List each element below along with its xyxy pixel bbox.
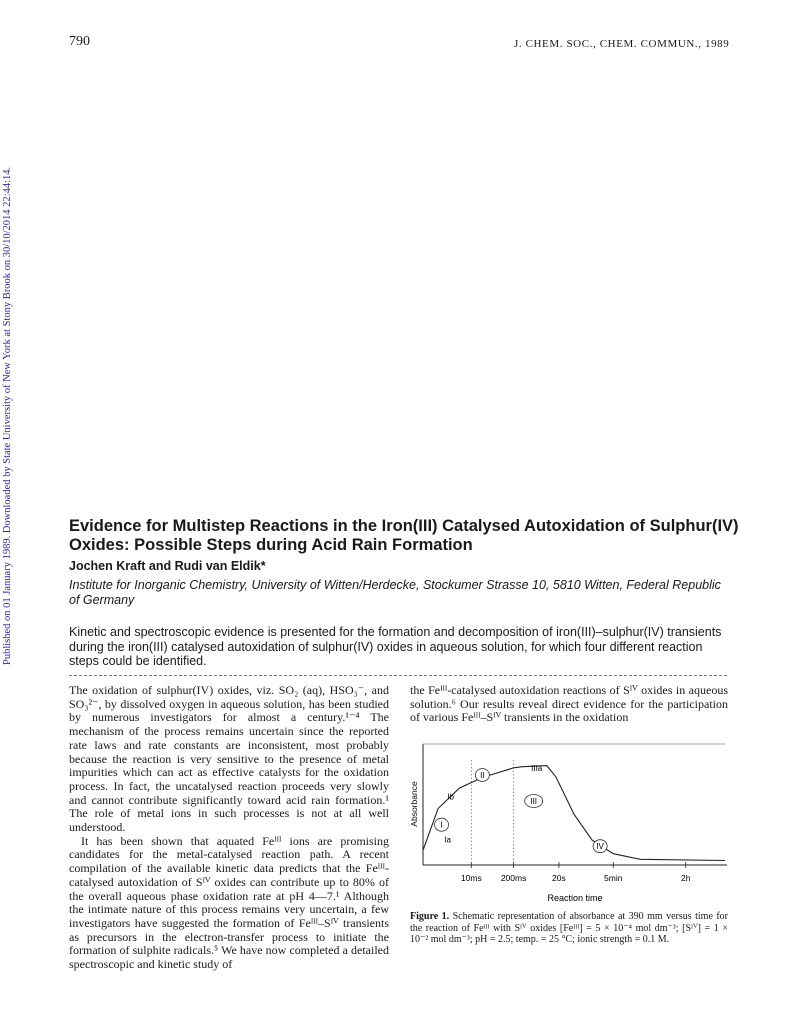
body-right-paragraph: the Feᴵᴵᴵ-catalysed autoxidation reactions of Sᴵⱽ oxides in aqueous solution.⁶ Our results reveal direct evidence for the participation of various Feᴵᴵᴵ–Sᴵⱽ transients in the oxidation [410,683,728,725]
region-labels [435,764,608,852]
journal-header: J. CHEM. SOC., CHEM. COMMUN., 1989 [514,38,730,50]
body-paragraph-1: The oxidation of sulphur(IV) oxides, viz. SO₂ (aq), HSO₃⁻, and SO₃²⁻, by dissolved oxygen in aqueous solution, has been studied by numerous investigators for almost a century.¹⁻⁴ The mechanism of the process remains uncertain since the reported rate laws and rate constants are inconsistent, most probably because the reaction is very sensitive to the presence of metal impurities which can act as effective catalysts for the oxidation process. In fact, the uncatalysed reaction proceeds very slowly and cannot contribute significantly toward acid rain formation.¹ The role of metal ions in such processes is not at all well understood. [69,683,389,835]
figure-1 [405,738,735,908]
article-authors: Jochen Kraft and Rudi van Eldik* [69,559,266,573]
x-tick-label: 200ms [500,873,527,883]
region-label: Ib [447,792,454,802]
x-axis-label: Reaction time [547,893,603,903]
caption-text: Schematic representation of absorbance at 390 mm versus time for the reaction of Feᴵᴵᴵ with Sᴵⱽ oxides [Feᴵᴵᴵ] = 5 × 10⁻⁴ mol dm⁻³; [Sᴵⱽ] = 1 × 10⁻² mol dm⁻³; pH = 2.5; temp. = 25 °C; ionic strength = 0.1 M. [410,911,728,946]
body-paragraph-2: It has been shown that aquated Feᴵᴵᴵ ions are promising candidates for the metal-catalysed reaction path. A recent compilation of the available kinetic data predicts that the Feᴵᴵᴵ-catalysed autoxidation of Sᴵⱽ oxides can contribute up to 80% of the overall aqueous phase oxidation rate at pH 4—7.¹ Although the intimate nature of this process remains very uncertain, a few investigators have suggested the formation of Feᴵᴵᴵ–Sᴵⱽ transients as precursors in the electron-transfer process to initiate the formation of sulphite radicals.⁵ We have now completed a detailed spectroscopic and kinetic study of [69,833,389,972]
page-number: 790 [69,34,90,49]
region-label: I [440,820,443,830]
absorbance-chart [405,738,735,908]
region-label: III [530,796,538,806]
figure-caption [410,911,728,946]
abstract-divider [69,675,727,676]
article-title: Evidence for Multistep Reactions in the Iron(III) Catalysed Autoxidation of Sulphur(IV) Oxides: Possible Steps during Acid Rain Formation [69,517,739,554]
absorbance-curve [423,766,725,861]
region-label: IV [596,842,604,852]
article-affiliation: Institute for Inorganic Chemistry, University of Witten/Herdecke, Stockumer Strasse 10, 5810 Witten, Federal Republic of Germany [69,578,721,607]
x-tick-label: 5min [604,873,623,883]
x-tick-label: 10ms [460,873,482,883]
body-left-column [69,684,389,972]
caption-label: Figure 1. [410,911,450,922]
region-label: IIIa [531,764,543,774]
download-watermark: Published on 01 January 1989. Downloaded by State University of New York at Stony Brook on 30/10/2014 22:44:14. [2,166,13,665]
region-label: Ia [444,835,451,845]
article-abstract: Kinetic and spectroscopic evidence is presented for the formation and decomposition of iron(III)–sulphur(IV) transients during the iron(III) catalysed autoxidation of sulphur(IV) oxides in aqueous solution, for which four different reaction steps could be identified. [69,625,722,669]
region-label: II [480,770,485,780]
y-axis-label: Absorbance [409,781,419,827]
x-tick-label: 20s [552,873,566,883]
x-tick-label: 2h [681,873,691,883]
